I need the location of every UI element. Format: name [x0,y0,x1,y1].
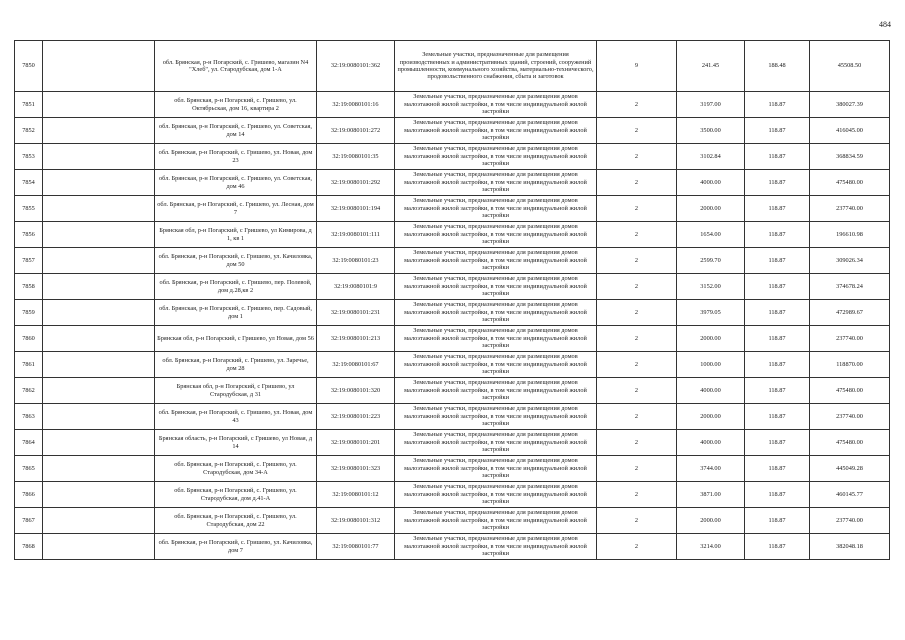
empty-cell [43,92,155,118]
empty-cell [43,196,155,222]
cadastral-value-cell: 382048.18 [810,534,890,560]
row-id-cell: 7857 [15,248,43,274]
area-cell: 2000.00 [677,326,745,352]
empty-cell [43,300,155,326]
row-id-cell: 7859 [15,300,43,326]
land-use-cell: Земельные участки, предназначенные для размещения домов малоэтажной жилой застройки, в том числе индивидуальной жилой застройки [395,404,597,430]
empty-cell [43,430,155,456]
cadastral-value-cell: 237740.00 [810,508,890,534]
empty-cell [43,404,155,430]
address-cell: Брянская обл, р-н Погарский, с Гришево, ул Новая, дом 56 [155,326,317,352]
table-row [15,92,890,118]
cadastral-number-cell: 32:19:0080101:111 [317,222,395,248]
empty-cell [43,456,155,482]
cadastral-number-cell: 32:19:0080101:312 [317,508,395,534]
row-id-cell: 7866 [15,482,43,508]
row-id-cell: 7868 [15,534,43,560]
table-row [15,196,890,222]
table-row [15,326,890,352]
row-id-cell: 7867 [15,508,43,534]
group-cell: 2 [597,144,677,170]
row-id-cell: 7863 [15,404,43,430]
cadastral-number-cell: 32:19:0080101:362 [317,41,395,92]
empty-cell [43,274,155,300]
table-row [15,456,890,482]
table-row [15,430,890,456]
cadastral-number-cell: 32:19:0080101:201 [317,430,395,456]
address-cell: обл. Брянская, р-н Погарский, с. Гришево, ул. Новая, дом 43 [155,404,317,430]
area-cell: 3500.00 [677,118,745,144]
table-row [15,352,890,378]
rate-cell: 118.87 [745,404,810,430]
empty-cell [43,222,155,248]
group-cell: 2 [597,118,677,144]
address-cell: обл. Брянская, р-н Погарский, с. Гришево, ул. Октябрьская, дом 16, квартира 2 [155,92,317,118]
address-cell: обл. Брянская, р-н Погарский, с. Гришево, ул. Стародубская, дом д.41-А [155,482,317,508]
group-cell: 2 [597,430,677,456]
row-id-cell: 7862 [15,378,43,404]
row-id-cell: 7850 [15,41,43,92]
rate-cell: 118.87 [745,170,810,196]
address-cell: Брянская обл, р-н Погарский, с Гришево, ул Стародубская, д 31 [155,378,317,404]
table-row [15,41,890,92]
group-cell: 2 [597,300,677,326]
address-cell: обл. Брянская, р-н Погарский, с. Гришево, ул. Качиловка, дом 50 [155,248,317,274]
group-cell: 2 [597,326,677,352]
empty-cell [43,144,155,170]
area-cell: 241.45 [677,41,745,92]
empty-cell [43,482,155,508]
group-cell: 2 [597,482,677,508]
rate-cell: 118.87 [745,456,810,482]
cadastral-value-cell: 475480.00 [810,378,890,404]
rate-cell: 118.87 [745,196,810,222]
land-use-cell: Земельные участки, предназначенные для размещения домов малоэтажной жилой застройки, в том числе индивидуальной жилой застройки [395,482,597,508]
rate-cell: 118.87 [745,92,810,118]
land-use-cell: Земельные участки, предназначенные для размещения домов малоэтажной жилой застройки, в том числе индивидуальной жилой застройки [395,300,597,326]
table-row [15,508,890,534]
cadastral-value-cell: 237740.00 [810,404,890,430]
area-cell: 2000.00 [677,508,745,534]
cadastral-number-cell: 32:19:0080101:77 [317,534,395,560]
rate-cell: 118.87 [745,378,810,404]
group-cell: 2 [597,222,677,248]
address-cell: Брянская область, р-н Погарский, с Гришево, ул Новая, д 14 [155,430,317,456]
empty-cell [43,170,155,196]
cadastral-number-cell: 32:19:0080101:67 [317,352,395,378]
address-cell: обл. Брянская, р-н Погарский, с. Гришево, магазин N4 "Хлеб", ул. Стародубская, дом 1-А [155,41,317,92]
rate-cell: 118.87 [745,274,810,300]
cadastral-number-cell: 32:19:0080101:194 [317,196,395,222]
cadastral-value-cell: 118870.00 [810,352,890,378]
cadastral-value-cell: 380027.39 [810,92,890,118]
row-id-cell: 7861 [15,352,43,378]
cadastral-value-cell: 374678.24 [810,274,890,300]
area-cell: 4000.00 [677,430,745,456]
group-cell: 2 [597,352,677,378]
land-use-cell: Земельные участки, предназначенные для размещения домов малоэтажной жилой застройки, в том числе индивидуальной жилой застройки [395,222,597,248]
cadastral-number-cell: 32:19:0080101:23 [317,248,395,274]
row-id-cell: 7855 [15,196,43,222]
table-row [15,248,890,274]
rate-cell: 118.87 [745,430,810,456]
table-row [15,222,890,248]
area-cell: 4000.00 [677,378,745,404]
address-cell: обл. Брянская, р-н Погарский, с. Гришево, ул. Заречье, дом 28 [155,352,317,378]
cadastral-value-cell: 196610.98 [810,222,890,248]
empty-cell [43,378,155,404]
rate-cell: 118.87 [745,300,810,326]
row-id-cell: 7858 [15,274,43,300]
table-row [15,170,890,196]
land-use-cell: Земельные участки, предназначенные для размещения домов малоэтажной жилой застройки, в том числе индивидуальной жилой застройки [395,248,597,274]
cadastral-value-cell: 45508.50 [810,41,890,92]
address-cell: обл. Брянская, р-н Погарский, с. Гришево, пер. Полевой, дом д.28,кв 2 [155,274,317,300]
row-id-cell: 7860 [15,326,43,352]
group-cell: 9 [597,41,677,92]
area-cell: 2000.00 [677,404,745,430]
rate-cell: 118.87 [745,118,810,144]
land-use-cell: Земельные участки, предназначенные для размещения домов малоэтажной жилой застройки, в том числе индивидуальной жилой застройки [395,352,597,378]
cadastral-value-cell: 416045.00 [810,118,890,144]
empty-cell [43,41,155,92]
area-cell: 2000.00 [677,196,745,222]
cadastral-number-cell: 32:19:0080101:9 [317,274,395,300]
empty-cell [43,326,155,352]
cadastral-value-cell: 475480.00 [810,170,890,196]
land-use-cell: Земельные участки, предназначенные для размещения домов малоэтажной жилой застройки, в том числе индивидуальной жилой застройки [395,144,597,170]
row-id-cell: 7865 [15,456,43,482]
rate-cell: 118.87 [745,144,810,170]
area-cell: 3979.05 [677,300,745,326]
cadastral-number-cell: 32:19:0080101:213 [317,326,395,352]
page-number: 484 [879,20,891,29]
table-row [15,118,890,144]
address-cell: обл. Брянская, р-н Погарский, с. Гришево, ул. Лесная, дом 7 [155,196,317,222]
group-cell: 2 [597,456,677,482]
land-use-cell: Земельные участки, предназначенные для размещения домов малоэтажной жилой застройки, в том числе индивидуальной жилой застройки [395,534,597,560]
group-cell: 2 [597,378,677,404]
group-cell: 2 [597,170,677,196]
cadastral-number-cell: 32:19:0080101:320 [317,378,395,404]
table-row [15,144,890,170]
land-use-cell: Земельные участки, предназначенные для размещения домов малоэтажной жилой застройки, в том числе индивидуальной жилой застройки [395,196,597,222]
cadastral-value-cell: 475480.00 [810,430,890,456]
empty-cell [43,118,155,144]
empty-cell [43,508,155,534]
cadastral-number-cell: 32:19:0080101:272 [317,118,395,144]
land-use-cell: Земельные участки, предназначенные для размещения домов малоэтажной жилой застройки, в том числе индивидуальной жилой застройки [395,170,597,196]
empty-cell [43,534,155,560]
table-body [15,41,890,560]
row-id-cell: 7852 [15,118,43,144]
group-cell: 2 [597,248,677,274]
cadastral-value-cell: 309026.34 [810,248,890,274]
land-use-cell: Земельные участки, предназначенные для размещения домов малоэтажной жилой застройки, в том числе индивидуальной жилой застройки [395,508,597,534]
land-use-cell: Земельные участки, предназначенные для размещения домов малоэтажной жилой застройки, в том числе индивидуальной жилой застройки [395,378,597,404]
cadastral-value-cell: 368834.59 [810,144,890,170]
land-use-cell: Земельные участки, предназначенные для размещения домов малоэтажной жилой застройки, в том числе индивидуальной жилой застройки [395,118,597,144]
row-id-cell: 7864 [15,430,43,456]
land-use-cell: Земельные участки, предназначенные для размещения домов малоэтажной жилой застройки, в том числе индивидуальной жилой застройки [395,92,597,118]
land-use-cell: Земельные участки, предназначенные для размещения домов малоэтажной жилой застройки, в том числе индивидуальной жилой застройки [395,430,597,456]
area-cell: 3152.00 [677,274,745,300]
cadastral-number-cell: 32:19:0080101:231 [317,300,395,326]
group-cell: 2 [597,534,677,560]
address-cell: обл. Брянская, р-н Погарский, с. Гришево, ул. Советская, дом 46 [155,170,317,196]
rate-cell: 188.48 [745,41,810,92]
rate-cell: 118.87 [745,352,810,378]
area-cell: 4000.00 [677,170,745,196]
address-cell: обл. Брянская, р-н Погарский, с. Гришево, ул. Стародубская, дом 22 [155,508,317,534]
cadastral-value-cell: 445049.28 [810,456,890,482]
cadastral-number-cell: 32:19:0080101:35 [317,144,395,170]
row-id-cell: 7856 [15,222,43,248]
address-cell: обл. Брянская, р-н Погарский, с. Гришево, ул. Новая, дом 23 [155,144,317,170]
area-cell: 1654.00 [677,222,745,248]
land-use-cell: Земельные участки, предназначенные для размещения домов малоэтажной жилой застройки, в том числе индивидуальной жилой застройки [395,326,597,352]
rate-cell: 118.87 [745,482,810,508]
address-cell: обл. Брянская, р-н Погарский, с. Гришево, ул. Качиловка, дом 7 [155,534,317,560]
area-cell: 2599.70 [677,248,745,274]
rate-cell: 118.87 [745,326,810,352]
rate-cell: 118.87 [745,222,810,248]
table-row [15,482,890,508]
area-cell: 3744.00 [677,456,745,482]
cadastral-value-cell: 237740.00 [810,196,890,222]
rate-cell: 118.87 [745,534,810,560]
cadastral-value-cell: 472989.67 [810,300,890,326]
table-row [15,378,890,404]
area-cell: 3102.84 [677,144,745,170]
row-id-cell: 7854 [15,170,43,196]
area-cell: 1000.00 [677,352,745,378]
group-cell: 2 [597,92,677,118]
empty-cell [43,248,155,274]
table-row [15,404,890,430]
rate-cell: 118.87 [745,508,810,534]
cadastral-number-cell: 32:19:0080101:12 [317,482,395,508]
table-row [15,534,890,560]
address-cell: обл. Брянская, р-н Погарский, с. Гришево, ул. Стародубская, дом 34-А [155,456,317,482]
cadastral-number-cell: 32:19:0080101:323 [317,456,395,482]
land-use-cell: Земельные участки, предназначенные для размещения домов малоэтажной жилой застройки, в том числе индивидуальной жилой застройки [395,456,597,482]
area-cell: 3197.00 [677,92,745,118]
cadastral-number-cell: 32:19:0080101:292 [317,170,395,196]
land-use-cell: Земельные участки, предназначенные для размещения производственных и административных зданий, строений, сооружений промышленности, коммунального хозяйства, материально-технического, продовольственного снабжения, сбыта и заготовок [395,41,597,92]
area-cell: 3871.00 [677,482,745,508]
address-cell: обл. Брянская, р-н Погарский, с. Гришево, пер. Садовый, дом 1 [155,300,317,326]
group-cell: 2 [597,196,677,222]
address-cell: обл. Брянская, р-н Погарский, с. Гришево, ул. Советская, дом 14 [155,118,317,144]
cadastral-number-cell: 32:19:0080101:16 [317,92,395,118]
row-id-cell: 7853 [15,144,43,170]
area-cell: 3214.00 [677,534,745,560]
row-id-cell: 7851 [15,92,43,118]
group-cell: 2 [597,508,677,534]
cadastral-number-cell: 32:19:0080101:223 [317,404,395,430]
land-use-cell: Земельные участки, предназначенные для размещения домов малоэтажной жилой застройки, в том числе индивидуальной жилой застройки [395,274,597,300]
address-cell: Брянская обл, р-н Погарский, с Гришево, ул Кимирова, д 1, кв 1 [155,222,317,248]
group-cell: 2 [597,404,677,430]
cadastral-value-cell: 460145.77 [810,482,890,508]
table-row [15,300,890,326]
rate-cell: 118.87 [745,248,810,274]
group-cell: 2 [597,274,677,300]
cadastral-value-cell: 237740.00 [810,326,890,352]
empty-cell [43,352,155,378]
cadastral-value-table [14,40,890,560]
table-row [15,274,890,300]
